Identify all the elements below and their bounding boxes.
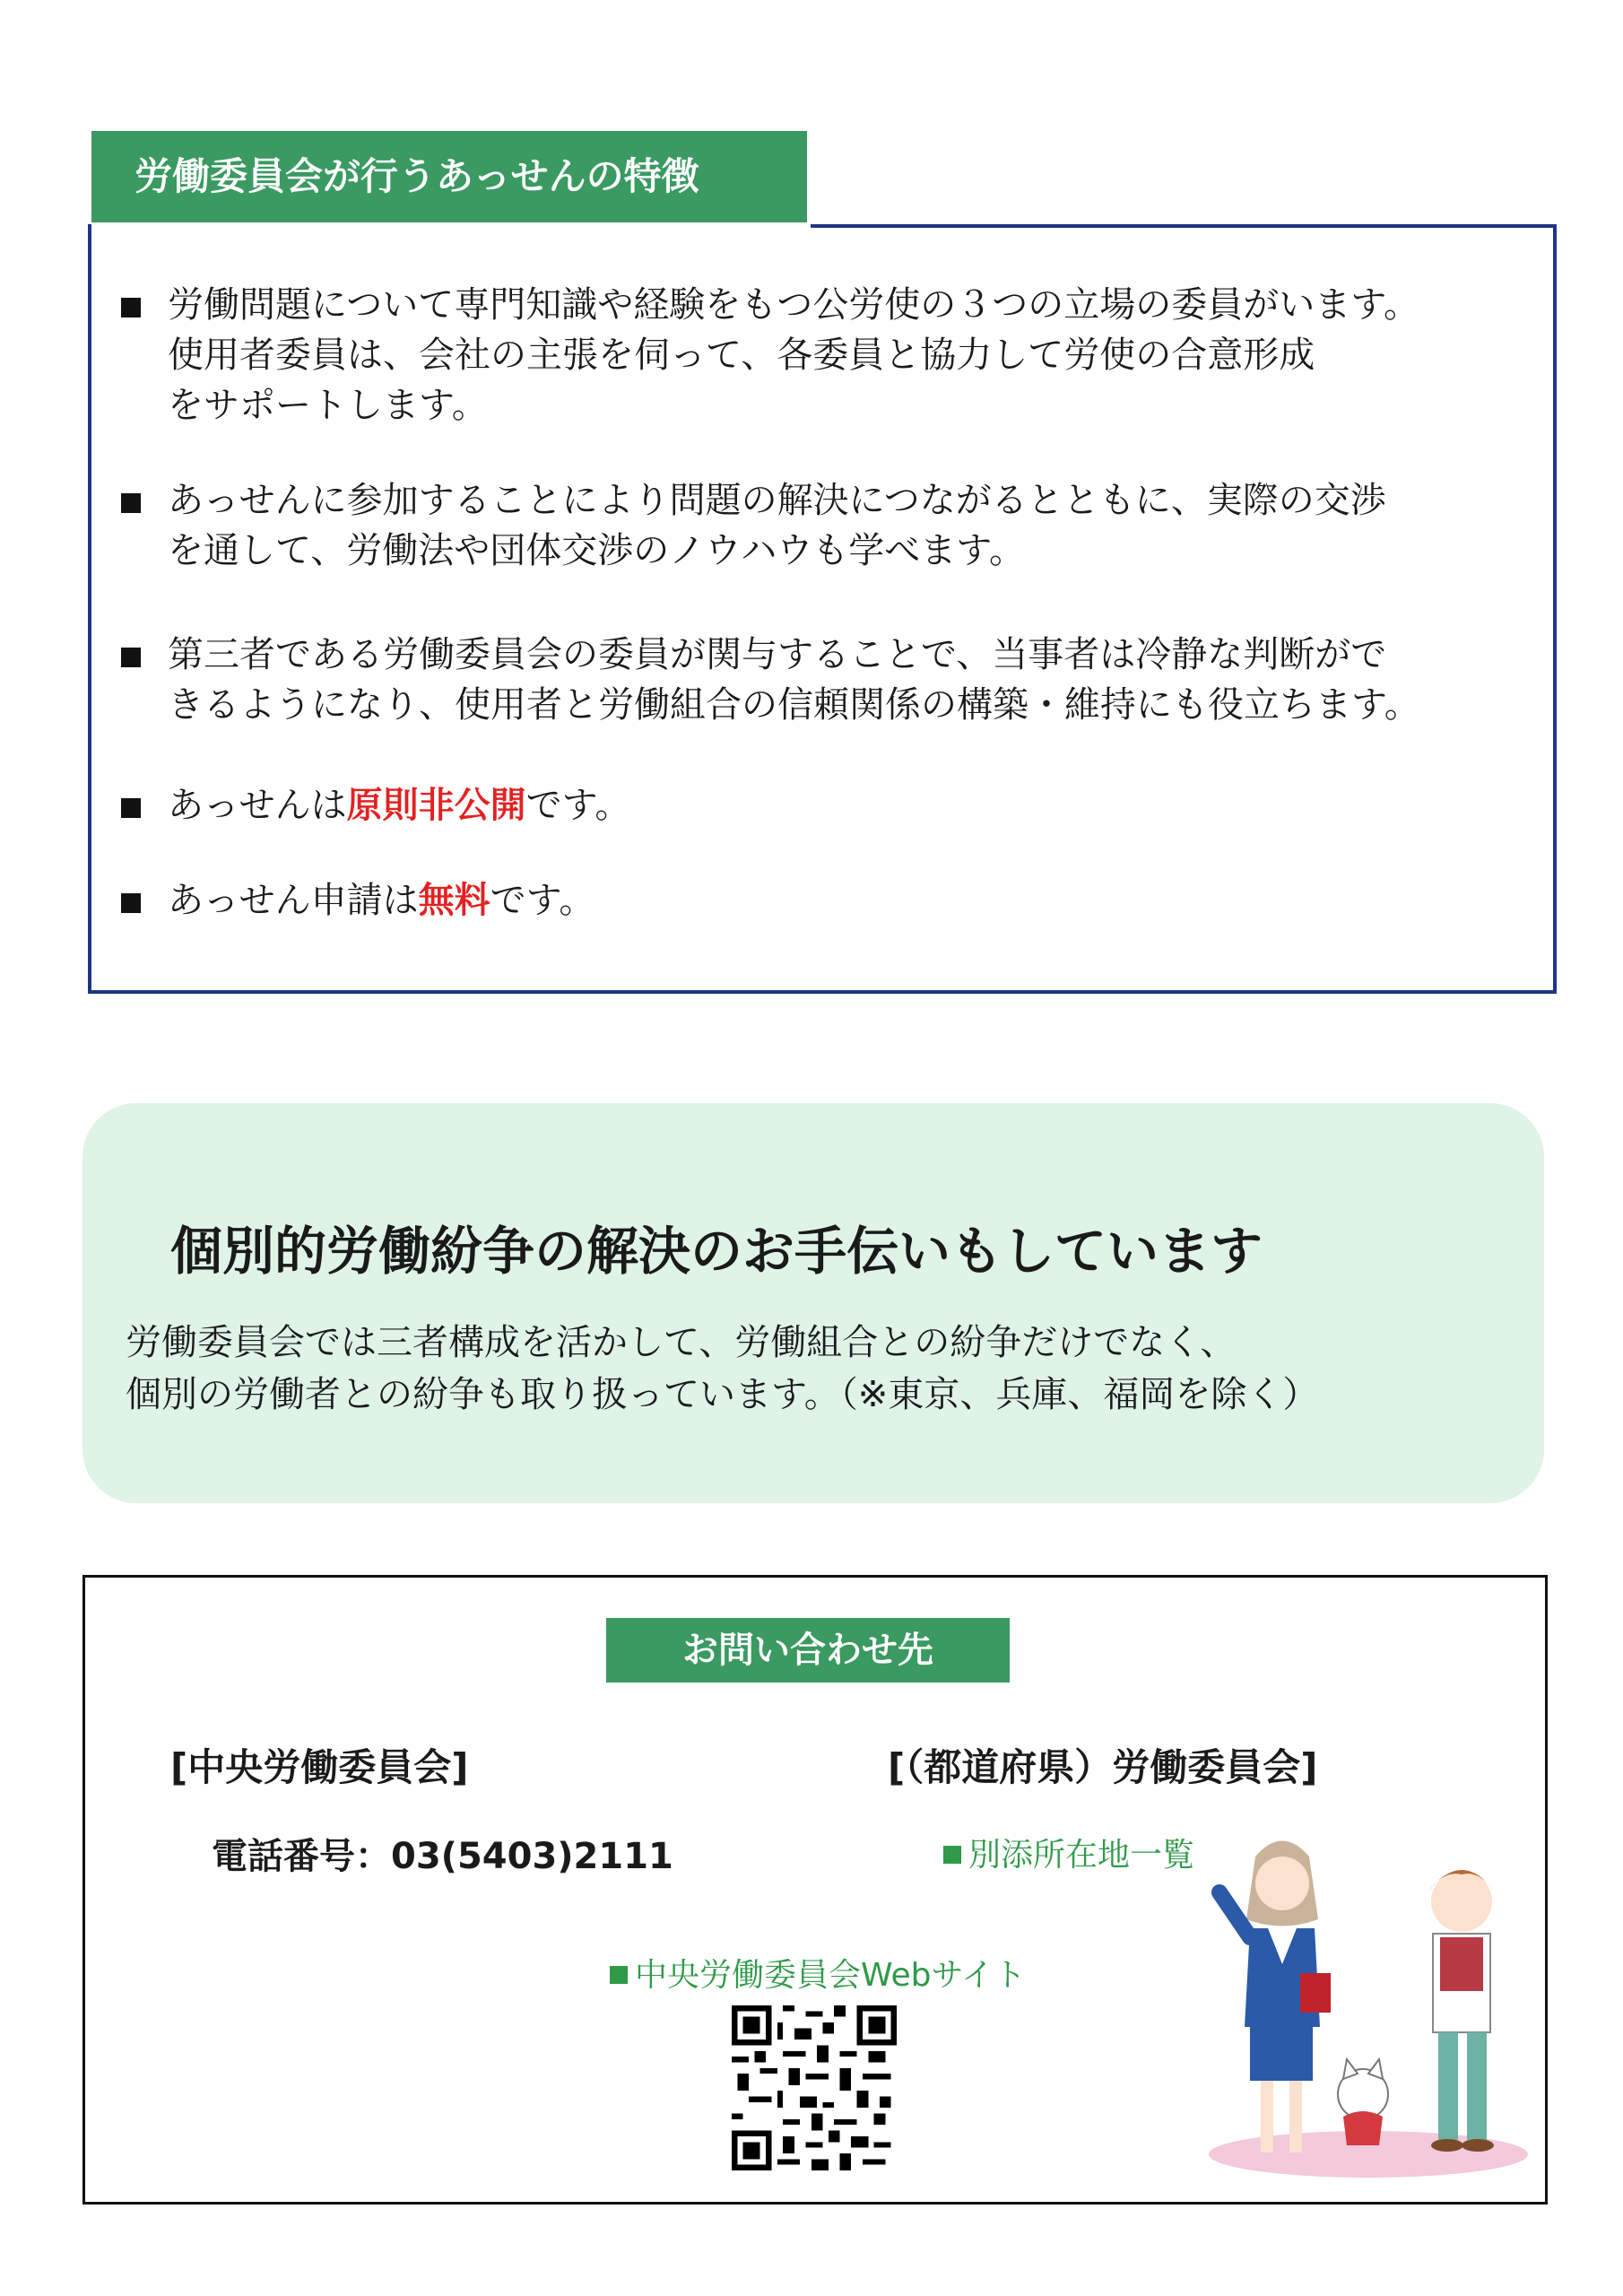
web-link-label: 中央労働委員会Webサイト (635, 1957, 1026, 1994)
individual-line: 労働委員会では三者構成を活かして、労働組合との紛争だけでなく、 (126, 1322, 1237, 1363)
square-bullet-icon (121, 493, 141, 513)
phone-number: 電話番号：03(5403)2111 (212, 1836, 673, 1877)
feature-bullet-3 (121, 630, 1420, 730)
feature-bullet-5 (121, 875, 595, 926)
individual-title: 個別的労働紛争の解決のお手伝いもしています (170, 1221, 1263, 1282)
feature-bullet-2 (121, 475, 1386, 576)
feature-bullet-1 (121, 280, 1419, 430)
web-site-link[interactable] (610, 1950, 1026, 1996)
feature-text: あっせんは (168, 785, 347, 826)
square-bullet-icon (121, 893, 141, 913)
individual-panel (82, 1103, 1544, 1503)
feature-line: 第三者である労働委員会の委員が関与することで、当事者は冷静な判断がで (168, 634, 1387, 675)
contact-title: お問い合わせ先 (606, 1618, 1010, 1683)
feature-bullet-4 (121, 780, 630, 831)
individual-text (126, 1317, 1318, 1421)
qr-code-icon[interactable] (732, 2005, 897, 2170)
prefecture-link-label: 別添所在地一覧 (968, 1837, 1195, 1874)
feature-line: をサポートします。 (168, 385, 488, 426)
feature-line: を通して、労働法や団体交渉のノウハウも学べます。 (168, 530, 1025, 571)
feature-text: です。 (525, 785, 631, 826)
emphasis-text: 無料 (418, 880, 490, 921)
feature-line: 使用者委員は、会社の主張を伺って、各委員と協力して労使の合意形成 (168, 335, 1315, 376)
feature-line: あっせんに参加することにより問題の解決につながるとともに、実際の交渉 (168, 480, 1386, 521)
feature-text: あっせん申請は (168, 880, 419, 921)
staff-characters-illustration (1193, 1821, 1537, 2179)
green-square-icon (610, 1966, 628, 1984)
central-heading: [中央労働委員会] (170, 1745, 469, 1789)
square-bullet-icon (121, 798, 141, 818)
feature-line: 労働問題について専門知識や経験をもつ公労使の３つの立場の委員がいます。 (168, 284, 1419, 326)
green-square-icon (943, 1846, 961, 1864)
square-bullet-icon (121, 648, 141, 667)
feature-text: です。 (490, 880, 595, 921)
features-title: 労働委員会が行うあっせんの特徴 (91, 131, 807, 222)
square-bullet-icon (121, 298, 141, 317)
feature-line: きるようになり、使用者と労働組合の信頼関係の構築・維持にも役立ちます。 (168, 684, 1420, 726)
emphasis-text: 原則非公開 (346, 785, 526, 826)
prefecture-heading: [（都道府県）労働委員会] (888, 1745, 1318, 1789)
individual-line: 個別の労働者との紛争も取り扱っています。（※東京、兵庫、福岡を除く） (126, 1374, 1319, 1415)
prefecture-list-link[interactable] (943, 1830, 1194, 1875)
